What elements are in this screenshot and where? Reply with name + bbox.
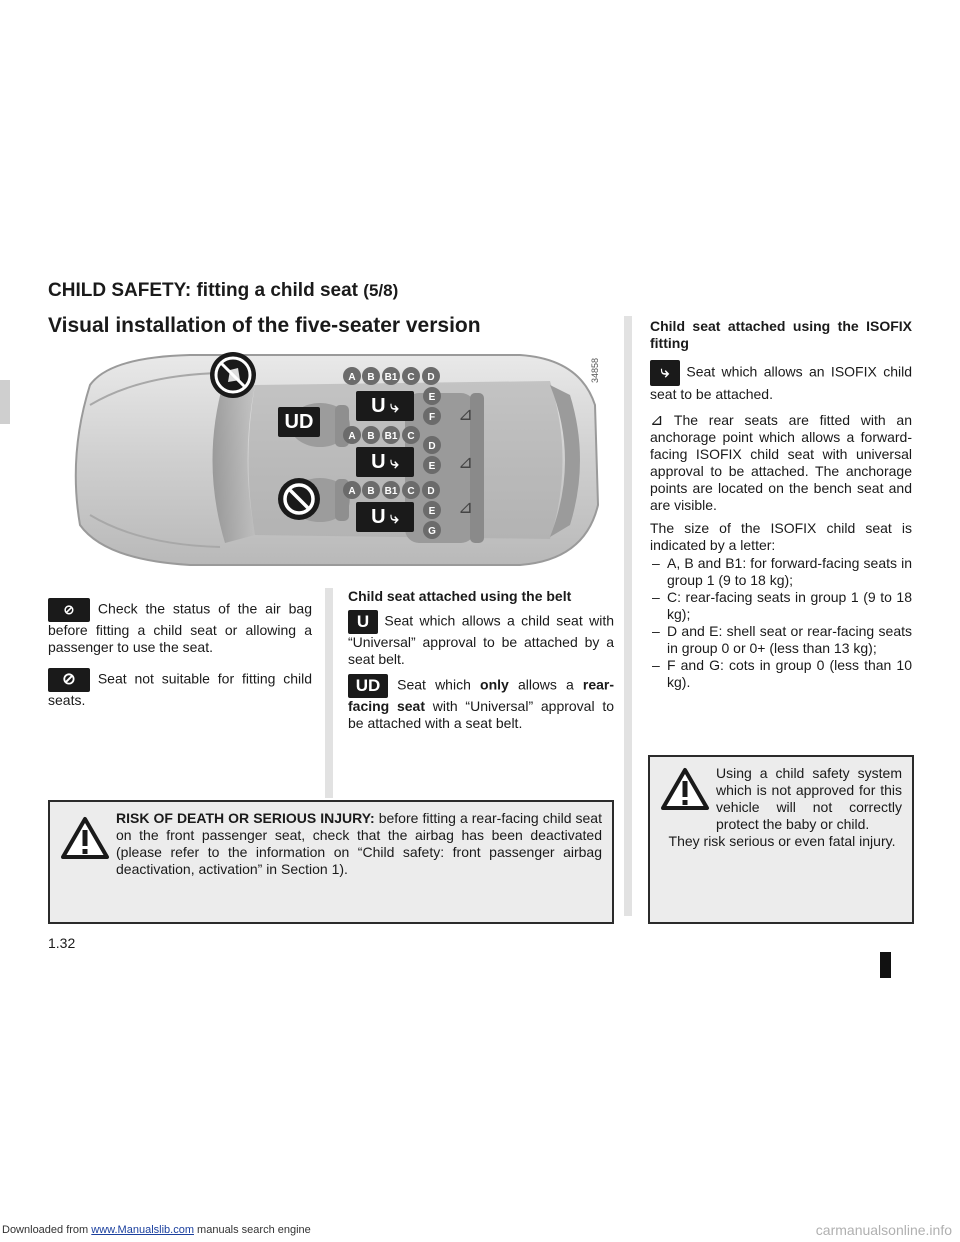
row1-seat-badge: U ⤷ bbox=[356, 391, 414, 421]
row2-extra-letters bbox=[422, 435, 442, 480]
warning-box-side bbox=[648, 755, 914, 924]
car-diagram bbox=[50, 345, 610, 573]
list-item: – F and G: cots in group 0 (less than 10 kg). bbox=[650, 657, 912, 691]
row3-letter-c: C bbox=[407, 486, 415, 497]
page-title: CHILD SAFETY: fitting a child seat (5/8) bbox=[48, 280, 399, 301]
section-tab bbox=[0, 380, 10, 424]
u-paragraph: U Seat which allows a child seat with “Universal” approval to be attached by a seat belt. bbox=[348, 612, 614, 667]
isofix-seat-icon: ⤷ bbox=[385, 399, 399, 416]
warning-triangle-icon bbox=[60, 816, 110, 865]
isofix-seat-icon: ⤷ bbox=[385, 510, 399, 527]
isofix-anchor-icon: ⊿ bbox=[650, 412, 664, 429]
row2-letter-a: A bbox=[348, 431, 356, 442]
row1-letter-b: B bbox=[367, 372, 375, 383]
isofix-anchor-icon: ⊿ bbox=[458, 452, 474, 472]
size-intro: The size of the ISOFIX child seat is indicated by a letter: bbox=[650, 520, 912, 553]
isofix-heading: Child seat attached using the ISOFIX fitting bbox=[650, 318, 912, 351]
not-suitable-icon bbox=[278, 478, 320, 520]
isofix-anchor-icon: ⊿ bbox=[458, 497, 474, 517]
column-divider bbox=[325, 588, 333, 798]
column-divider bbox=[624, 316, 632, 916]
row2-letter-c: C bbox=[407, 431, 415, 442]
row1-letter-c: C bbox=[407, 372, 415, 383]
u-badge: U bbox=[348, 610, 378, 634]
isofix-anchor-icon: ⊿ bbox=[458, 404, 474, 424]
airbag-check-icon: ⊘ bbox=[48, 598, 90, 622]
front-seat-ud-badge: UD bbox=[278, 407, 320, 437]
row3-seat-badge: U ⤷ bbox=[356, 502, 414, 532]
row1-letter-b1: B1 bbox=[384, 372, 398, 383]
row2-letter-b1: B1 bbox=[384, 431, 398, 442]
row1-letter-f: F bbox=[428, 412, 436, 423]
row3-letter-d: D bbox=[427, 486, 435, 497]
section-subtitle: Visual installation of the five-seater version bbox=[48, 314, 481, 337]
ud-paragraph: UD Seat which only allows a rear-facing seat with “Universal” approval to be attached with a seat belt. bbox=[348, 676, 615, 731]
row1-letter-a: A bbox=[348, 372, 356, 383]
row2-letter-b: B bbox=[367, 431, 375, 442]
diagram-ref-number: 34858 bbox=[590, 357, 600, 383]
list-item: – C: rear-facing seats in group 1 (9 to 18 kg); bbox=[650, 589, 912, 623]
isofix-paragraph: ⤷ Seat which allows an ISOFIX child seat to be attached. bbox=[650, 360, 912, 403]
airbag-check-icon bbox=[210, 352, 256, 398]
watermark: carmanualsonline.info bbox=[815, 1222, 952, 1238]
warning-side-text: Using a child safety system which is not approved for this vehicle will not correctly protect the baby or child. bbox=[716, 765, 902, 832]
anchorage-paragraph: ⊿ The rear seats are fitted with an anchorage point which allows a forward-facing ISOFIX child seat with universal approval to be attached. The anchorage points are located on the bench seat and are visible. bbox=[650, 412, 913, 513]
isofix-seat-icon: ⤷ bbox=[650, 360, 680, 386]
manualslib-link[interactable]: www.Manualslib.com bbox=[91, 1224, 194, 1236]
download-footer: Downloaded from www.Manualslib.com manuals search engine bbox=[2, 1224, 311, 1236]
not-suitable-paragraph: ⊘ Seat not suitable for fitting child seats. bbox=[48, 668, 312, 709]
warning-main-text: RISK OF DEATH OR SERIOUS INJURY: before fitting a rear-facing child seat on the front passenger seat, check that the airbag has been deactivated (please refer to the information on “Child safety: front passenger airbag deactivation, activation” in Section 1). bbox=[116, 810, 602, 877]
page-number: 1.32 bbox=[48, 935, 76, 951]
row2-letter-e: E bbox=[428, 461, 436, 472]
warning-side-text-2: They risk serious or even fatal injury. bbox=[668, 833, 896, 849]
isofix-seat-icon: ⤷ bbox=[385, 455, 399, 472]
row3-letter-b: B bbox=[367, 486, 375, 497]
row3-letter-a: A bbox=[348, 486, 356, 497]
size-list bbox=[650, 555, 912, 691]
page-edge-marker bbox=[880, 952, 891, 978]
row3-letter-g: G bbox=[428, 526, 436, 537]
row3-extra-letters bbox=[422, 500, 442, 545]
row1-letter-d: D bbox=[427, 372, 435, 383]
warning-triangle-icon bbox=[660, 767, 710, 816]
page-counter: (5/8) bbox=[363, 281, 399, 300]
belt-heading: Child seat attached using the belt bbox=[348, 588, 572, 604]
not-suitable-icon: ⊘ bbox=[48, 668, 90, 692]
airbag-check-paragraph: ⊘ Check the status of the air bag before fitting a child seat or allowing a passenger to use the seat. bbox=[48, 598, 312, 656]
row2-seat-badge: U ⤷ bbox=[356, 447, 414, 477]
row2-letter-d: D bbox=[428, 441, 436, 452]
list-item: – D and E: shell seat or rear-facing seats in group 0 or 0+ (less than 13 kg); bbox=[650, 623, 912, 657]
row3-letter-b1: B1 bbox=[384, 486, 398, 497]
row3-letter-e: E bbox=[428, 506, 436, 517]
row1-letter-e: E bbox=[428, 392, 436, 403]
ud-badge: UD bbox=[348, 674, 388, 698]
list-item: – A, B and B1: for forward-facing seats in group 1 (9 to 18 kg); bbox=[650, 555, 912, 589]
warning-box-main bbox=[48, 800, 614, 924]
